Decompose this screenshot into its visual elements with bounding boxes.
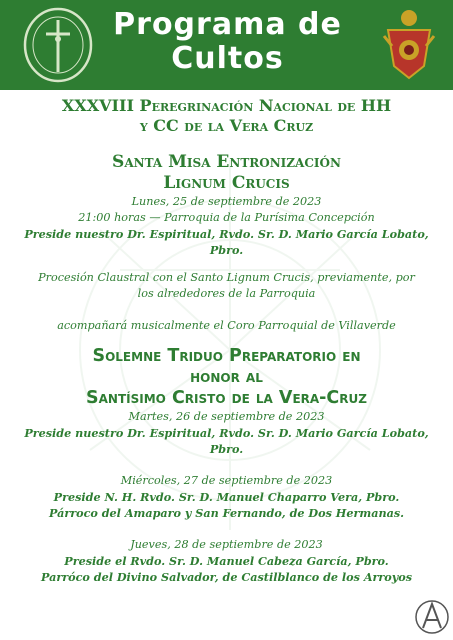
mass-time-place: 21:00 horas — Parroquia de la Purísima Concepción (78, 211, 375, 224)
mass-date: Lunes, 25 de septiembre de 2023 (131, 195, 322, 208)
triduum-day3-date: Jueves, 28 de septiembre de 2023 (130, 538, 323, 551)
brotherhood-seal-icon (22, 6, 94, 84)
triduum-day1-presider-line-1: Preside nuestro Dr. Espiritual, Rvdo. Sr. D. Mario García Lobato, (24, 426, 429, 440)
triduum-title-line-3: Santísimo Cristo de la Vera-Cruz (86, 388, 367, 408)
mass-presider-line-1: Preside nuestro Dr. Espiritual, Rvdo. Sr. D. Mario García Lobato, (24, 227, 429, 241)
triduum-day3-parish: Parróco del Divino Salvador, de Castilblanco de los Arroyos (40, 570, 413, 584)
triduum-day2-parish: Párroco del Amaparo y San Fernando, de Dos Hermanas. (48, 506, 405, 520)
triduum-day1-presider-line-2: Pbro. (209, 442, 244, 456)
triduum-day1-date: Martes, 26 de septiembre de 2023 (128, 410, 325, 423)
triduum-day3-presider: Preside el Rvdo. Sr. D. Manuel Cabeza García, Pbro. (64, 554, 389, 568)
procession-line-1: Procesión Claustral con el Santo Lignum Crucis, previamente, por (38, 271, 415, 284)
heraldic-crest-icon (380, 6, 438, 82)
page-title-line-2: Cultos (171, 41, 284, 76)
mass-title-line-2: Lignum Crucis (163, 173, 290, 193)
page-title-line-1: Programa de (113, 7, 342, 42)
choir-note: acompañará musicalmente el Coro Parroquial de Villaverde (57, 319, 396, 332)
mass-presider-line-2: Pbro. (209, 243, 244, 257)
program-content (0, 96, 453, 585)
procession-line-2: los alrededores de la Parroquia (137, 287, 316, 300)
triduum-title-line-2: honor al (190, 367, 263, 387)
pilgrimage-title-line-1: XXXVIII Peregrinación Nacional de HH (61, 96, 392, 115)
mass-title-line-1: Santa Misa Entronización (112, 152, 341, 172)
triduum-title-line-1: Solemne Triduo Preparatorio en (92, 346, 361, 366)
pilgrimage-title-line-2: y CC de la Vera Cruz (139, 116, 314, 135)
header-band (0, 0, 453, 90)
triduum-day2-date: Miércoles, 27 de septiembre de 2023 (120, 474, 333, 487)
monogram-logo-icon (414, 598, 450, 636)
triduum-day2-presider: Preside N. H. Rvdo. Sr. D. Manuel Chaparro Vera, Pbro. (53, 490, 400, 504)
page-title (95, 8, 360, 76)
